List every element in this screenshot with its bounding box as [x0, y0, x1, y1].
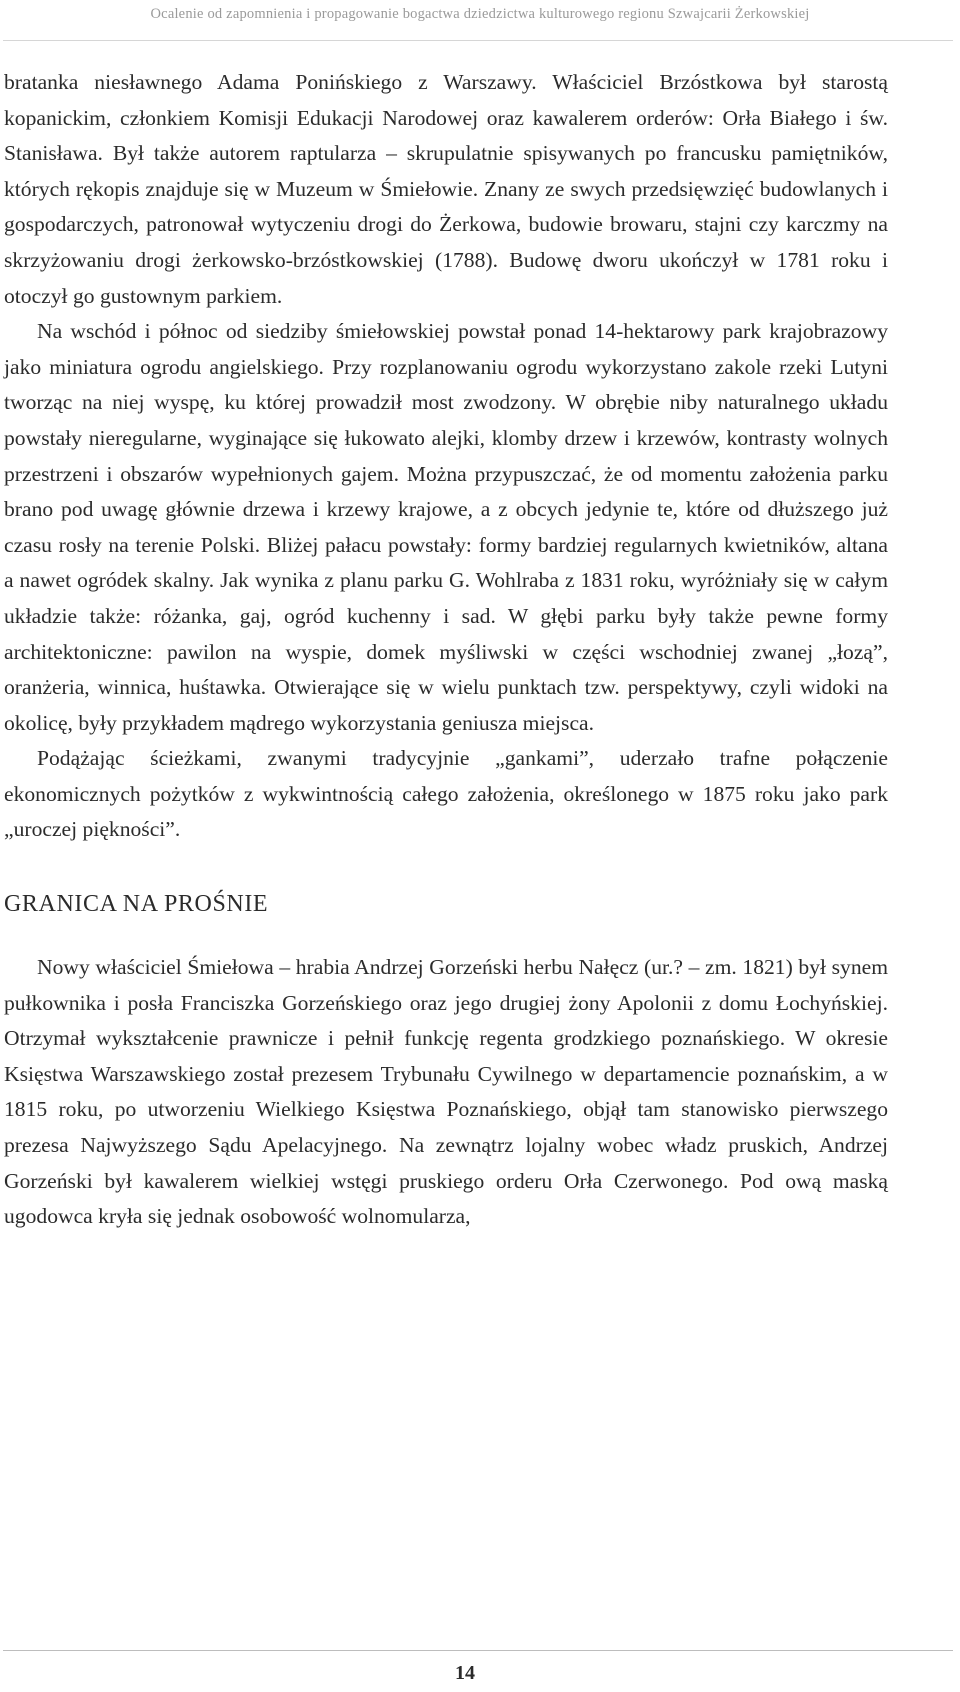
- paragraph-continuation: bratanka niesławnego Adama Ponińskiego z Warszawy. Właściciel Brzóstkowa był starostą kopanickim, członkiem Komisji Edukacji Narodowej oraz kawalerem orderów: Orła Białego i św. Stanisława. Był także autorem raptularza – skrupulatnie spisywanych po francusku pamiętników, których rękopis znajduje się w Muzeum w Śmiełowie. Znany ze swych przedsięwzięć budowlanych i gospodarczych, patronował wytyczeniu drogi do Żerkowa, budowie browaru, stajni czy karczmy na skrzyżowaniu drogi żerkowsko-brzóstkowskiej (1788). Budowę dworu ukończył w 1781 roku i otoczył go gustownym parkiem.: [4, 70, 888, 308]
- header-divider: [3, 40, 953, 41]
- paragraph-gorzenski: Nowy właściciel Śmiełowa – hrabia Andrzej Gorzeński herbu Nałęcz (ur.? – zm. 1821) był synem pułkownika i posła Franciszka Gorzeńskiego oraz jego drugiej żony Apolonii z domu Łochyńskiej. Otrzymał wykształcenie prawnicze i pełnił funkcję regenta grodzkiego poznańskiego. W okresie Księstwa Warszawskiego został prezesem Trybunału Cywilnego w departamencie poznańskim, a w 1815 roku, po utworzeniu Wielkiego Księstwa Poznańskiego, objął tam stanowisko pierwszego prezesa Najwyższego Sądu Apelacyjnego. Na zewnątrz lojalny wobec władz pruskich, Andrzej Gorzeński był kawalerem wielkiej wstęgi pruskiego orderu Orła Czerwonego. Pod ową maską ugodowca kryła się jednak osobowość wolnomularza,: [4, 955, 888, 1229]
- footer-divider: [3, 1650, 953, 1651]
- running-header: Ocalenie od zapomnienia i propagowanie bogactwa dziedzictwa kulturowego regionu Szwajcarii Żerkowskiej: [150, 6, 810, 22]
- paragraph-gankami: Podążając ścieżkami, zwanymi tradycyjnie „gankami”, uderzało trafne połączenie ekonomicznych pożytków z wykwintnością całego założenia, określonego w 1875 roku jako park „uroczej piękności”.: [4, 746, 888, 842]
- paragraph-park-description: Na wschód i północ od siedziby śmiełowskiej powstał ponad 14-hektarowy park krajobrazowy jako miniatura ogrodu angielskiego. Przy rozplanowaniu ogrodu wykorzystano zakole rzeki Lutyni tworząc na niej wyspę, ku której prowadził most zwodzony. W obrębie niby naturalnego układu powstały nieregularne, wyginające się łukowato alejki, klomby drzew i krzewów, kontrasty wolnych przestrzeni i obszarów wypełnionych gajem. Można przypuszczać, że od momentu założenia parku brano pod uwagę głównie drzewa i krzewy krajowe, a z obcych jedynie te, które od dłuższego już czasu rosły na terenie Polski. Bliżej pałacu powstały: formy bardziej regularnych kwietników, altana a nawet ogródek skalny. Jak wynika z planu parku G. Wohlraba z 1831 roku, wyróżniały się w całym układzie także: różanka, gaj, ogród kuchenny i sad. W głębi parku były także pewne formy architektoniczne: pawilon na wyspie, domek myśliwski w części wschodniej zwanej „łozą”, oranżeria, winnica, huśtawka. Otwierające się w wielu punktach tzw. perspektywy, czyli widoki na okolicę, były przykładem mądrego wykorzystania geniusza miejsca.: [4, 319, 888, 735]
- page-number: 14: [455, 1662, 475, 1684]
- page-body: [4, 65, 888, 1235]
- section-heading: GRANICA NA PROŚNIE: [4, 891, 269, 918]
